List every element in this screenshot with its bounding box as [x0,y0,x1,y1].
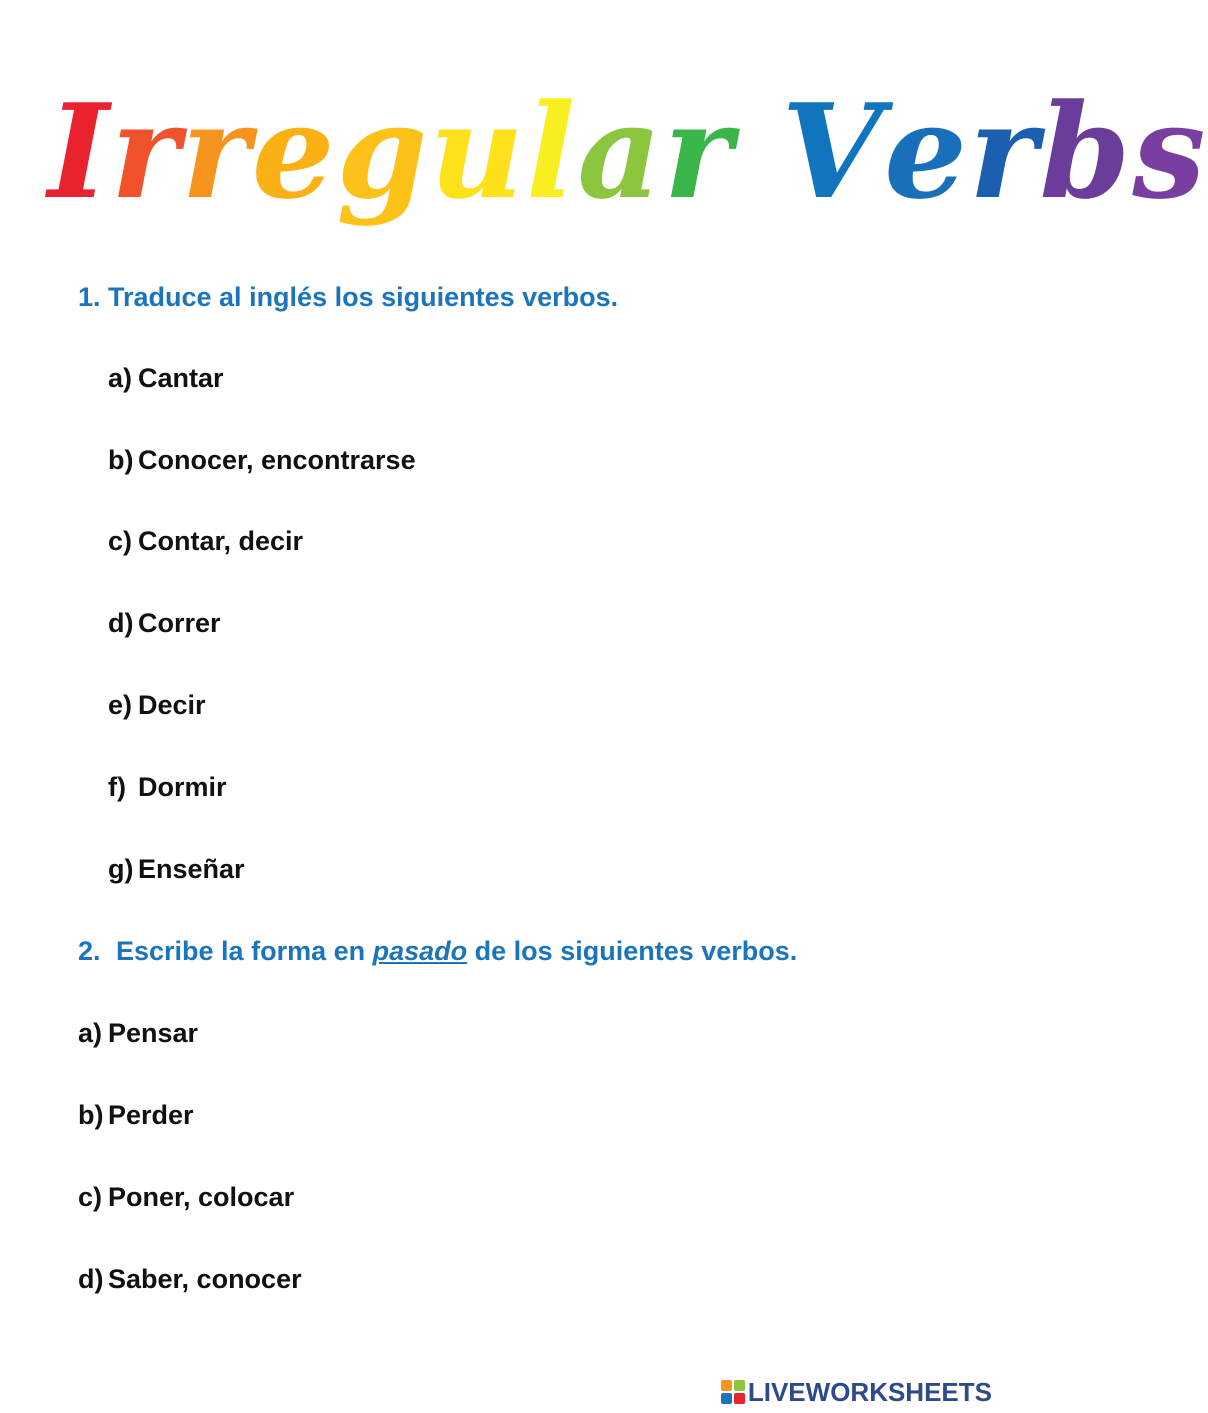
title-letter: r [968,75,1040,228]
list-item [78,1099,194,1131]
item-text: Cantar [138,363,224,393]
title-letter: s [1132,75,1208,228]
list-item [108,853,245,885]
list-item [108,525,303,557]
item-text: Perder [108,1100,194,1130]
question-1-text: Traduce al inglés los siguientes verbos. [108,282,619,312]
item-text: Pensar [108,1018,199,1048]
item-marker: f) [108,772,126,802]
list-item [78,1181,294,1213]
question-2-text-after: de los siguientes verbos. [474,936,798,966]
liveworksheets-logo-icon [721,1380,745,1404]
list-item [78,1017,198,1049]
title-letter: g [336,75,430,228]
question-2-number: 2. [78,936,101,966]
item-text: Saber, conocer [108,1264,302,1294]
title-letter: u [429,75,526,228]
item-text: Enseñar [138,854,245,884]
title-letter: r [181,75,252,228]
title-letter [734,62,781,242]
worksheet-title [48,62,1208,242]
title-letter: a [577,75,664,228]
title-letter: r [110,75,182,228]
item-marker: b) [108,445,134,475]
item-marker: c) [78,1182,103,1212]
list-item [108,771,227,803]
item-text: Correr [138,608,221,638]
item-marker: a) [78,1018,103,1048]
question-2-emphasis: pasado [372,936,468,966]
item-marker: e) [108,690,133,720]
footer-brand: LIVEWORKSHEETS [747,1376,992,1407]
item-marker: c) [108,526,133,556]
question-2-heading [78,935,797,967]
question-2-text-before: Escribe la forma en [116,936,366,966]
item-text: Decir [138,690,206,720]
list-item [108,689,206,721]
item-marker: d) [78,1264,104,1294]
logo-square [734,1380,745,1391]
item-marker: b) [78,1100,104,1130]
title-letter: e [884,75,969,228]
question-1-number: 1. [78,282,101,312]
title-letter: b [1039,75,1133,228]
logo-square [721,1380,732,1391]
list-item [108,607,221,639]
logo-square [721,1393,732,1404]
title-letter: e [251,75,337,228]
list-item [108,362,224,394]
title-letter: I [48,75,111,228]
item-text: Poner, colocar [108,1182,295,1212]
item-text: Dormir [138,772,227,802]
item-marker: a) [108,363,133,393]
logo-square [734,1393,745,1404]
item-text: Contar, decir [138,526,304,556]
title-letter: r [663,75,735,228]
item-text: Conocer, encontrarse [138,445,416,475]
title-letter: V [781,75,885,228]
list-item [78,1263,302,1295]
item-marker: g) [108,854,134,884]
liveworksheets-footer [721,1377,992,1407]
question-1-heading [78,281,618,313]
list-item [108,444,416,476]
title-letter: l [525,75,578,228]
item-marker: d) [108,608,134,638]
